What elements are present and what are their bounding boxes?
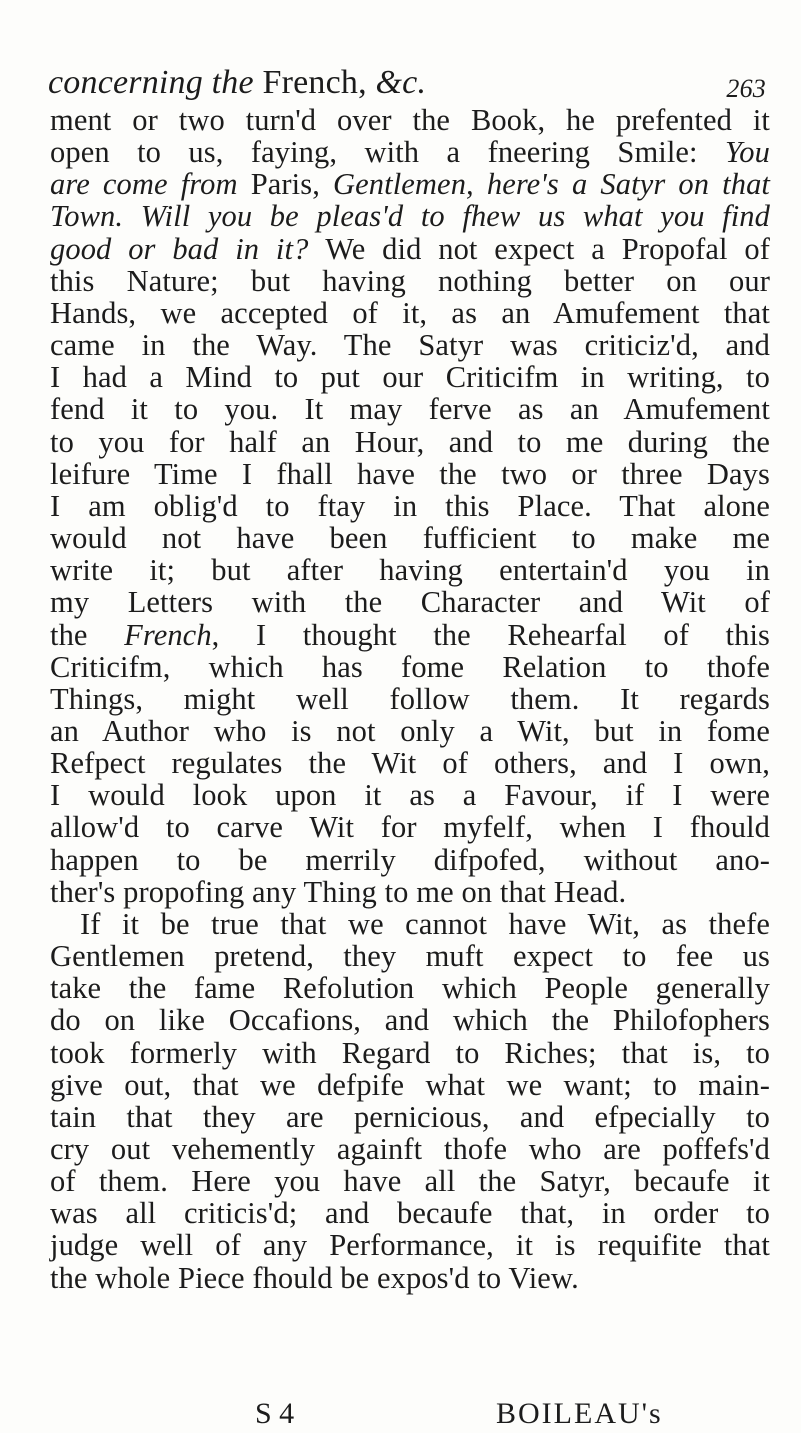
text-segment: do on like Occafions, and which the Philofophers [50, 1003, 770, 1038]
text-segment: to you for half an Hour, and to me during the [50, 424, 770, 459]
text-line [50, 1069, 770, 1101]
text-line [50, 168, 770, 200]
body-text [50, 104, 770, 1294]
text-line [50, 747, 770, 779]
text-segment: took formerly with Regard to Riches; that is, to [50, 1035, 770, 1070]
text-segment: allow'd to carve Wit for myfelf, when I fhould [50, 810, 770, 845]
text-segment: Paris, [250, 167, 334, 202]
italic-text: good or bad in it? [50, 231, 326, 266]
text-segment: my Letters with the Character and Wit of [50, 585, 770, 620]
text-segment: Things, might well follow them. It regards [50, 681, 770, 716]
italic-text: French [124, 617, 212, 652]
text-line [50, 779, 770, 811]
text-line [50, 619, 770, 651]
text-line [50, 1229, 770, 1261]
running-head [48, 58, 788, 108]
text-line [50, 554, 770, 586]
text-line [50, 1037, 770, 1069]
text-line [50, 361, 770, 393]
text-line [50, 104, 770, 136]
page-number: 263 [726, 74, 766, 103]
text-line [50, 844, 770, 876]
text-segment: We did not expect a Propofal of [325, 231, 771, 266]
text-segment: Criticifm, which has fome Relation to thofe [50, 649, 770, 684]
running-head-italic: concerning the [48, 64, 254, 101]
page-footer [50, 1398, 770, 1430]
running-head-etc: &c. [375, 64, 427, 101]
text-line [50, 940, 770, 972]
text-line [50, 1101, 770, 1133]
text-segment: judge well of any Performance, it is requifite that [50, 1228, 770, 1263]
text-segment: , I thought the Rehearfal of this [211, 617, 770, 652]
text-segment: take the fame Refolution which People generally [50, 971, 770, 1006]
text-segment: write it; but after having entertain'd you in [50, 553, 770, 588]
text-segment: cry out vehemently againft thofe who are poffefs'd [50, 1132, 770, 1166]
text-line [50, 297, 770, 329]
text-line [50, 233, 770, 265]
text-line [50, 972, 770, 1004]
text-line [50, 1133, 770, 1165]
text-line [50, 522, 770, 554]
text-segment: fend it to you. It may ferve as an Amufement [50, 392, 770, 427]
text-line [50, 393, 770, 425]
text-segment: of them. Here you have all the Satyr, becaufe it [50, 1164, 770, 1199]
text-segment: was all criticis'd; and becaufe that, in order to [50, 1196, 770, 1231]
text-line [50, 1165, 770, 1197]
text-segment: I had a Mind to put our Criticifm in writing, to [50, 360, 770, 395]
catchword: BOILEAU's [496, 1397, 663, 1430]
text-line [50, 876, 770, 908]
text-segment: the [50, 617, 125, 652]
text-segment: open to us, faying, with a fneering Smile: [50, 135, 726, 170]
text-line [50, 908, 770, 940]
text-segment: Gentlemen pretend, they muft expect to fee us [50, 939, 770, 974]
text-segment: this Nature; but having nothing better on our [50, 263, 770, 298]
text-line [50, 458, 770, 490]
italic-text: Town. Will you be pleas'd to fhew us what you find [50, 199, 770, 234]
text-segment: an Author who is not only a Wit, but in fome [50, 713, 770, 748]
italic-text: are come from [50, 167, 251, 202]
text-segment: Refpect regulates the Wit of others, and I own, [50, 746, 770, 781]
text-segment: give out, that we defpife what we want; to main- [50, 1067, 770, 1102]
text-line [50, 490, 770, 522]
text-segment: If it be true that we cannot have Wit, as thefe [80, 906, 770, 941]
text-segment: Hands, we accepted of it, as an Amufement that [50, 295, 770, 330]
text-line [50, 811, 770, 843]
text-line [50, 1197, 770, 1229]
text-segment: the whole Piece fhould be expos'd to View. [50, 1260, 579, 1295]
text-segment: tain that they are pernicious, and efpecially to [50, 1099, 770, 1134]
text-segment: ther's propofing any Thing to me on that Head. [50, 874, 627, 909]
text-segment: leifure Time I fhall have the two or three Days [50, 456, 770, 491]
text-line [50, 265, 770, 297]
text-line [50, 586, 770, 618]
text-segment: happen to be merrily difpofed, without ano- [50, 842, 770, 877]
text-line [50, 329, 770, 361]
text-segment: ment or two turn'd over the Book, he prefented it [50, 103, 770, 137]
text-line [50, 136, 770, 168]
text-line [50, 1004, 770, 1036]
signature-mark: S 4 [255, 1397, 295, 1430]
text-segment: came in the Way. The Satyr was criticiz'd, and [50, 328, 770, 363]
text-line [50, 651, 770, 683]
text-line [50, 683, 770, 715]
text-line [50, 426, 770, 458]
text-line [50, 1262, 770, 1294]
text-line [50, 715, 770, 747]
text-segment: would not have been fufficient to make me [50, 521, 770, 556]
text-line [50, 200, 770, 232]
italic-text: Gentlemen, here's a Satyr on that [333, 167, 771, 202]
italic-text: You [725, 135, 770, 170]
text-segment: I would look upon it as a Favour, if I were [50, 778, 770, 813]
text-segment: I am oblig'd to ftay in this Place. That alone [50, 488, 770, 523]
running-head-roman: French, [262, 64, 367, 101]
